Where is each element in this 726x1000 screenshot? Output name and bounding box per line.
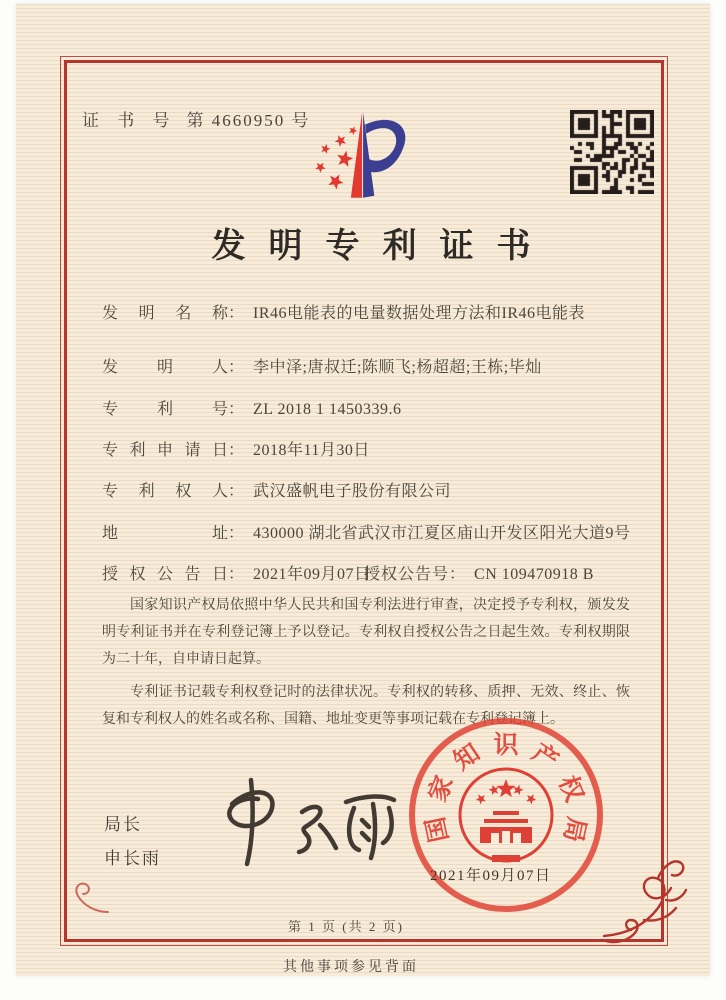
- field-label: 地址: [102, 525, 228, 542]
- qr-code: [570, 110, 654, 194]
- field-colon: ：: [228, 483, 245, 500]
- field-value: 武汉盛帆电子股份有限公司: [253, 483, 452, 500]
- certificate-number-value: 第 4660950 号: [186, 111, 311, 130]
- certificate-title: 发明专利证书: [211, 228, 554, 265]
- field-colon: ：: [228, 525, 245, 542]
- corner-ornament-bottom-left: [68, 872, 112, 916]
- cnipa-logo: [302, 106, 414, 203]
- field-label: 授权公告号: [364, 566, 450, 583]
- field-colon: ：: [228, 305, 245, 322]
- field-label: 专利权人: [102, 483, 228, 500]
- field-value: 2021年09月07日: [253, 566, 371, 583]
- field-colon: ：: [228, 359, 245, 376]
- cnipa-logo-svg: [302, 106, 414, 203]
- field-value: 李中泽;唐叔迁;陈顺飞;杨超超;王栋;毕灿: [253, 359, 542, 376]
- field-label: 专利号: [102, 401, 228, 418]
- field-colon: ：: [228, 442, 245, 459]
- signer-name: 申长雨: [104, 849, 161, 868]
- field-grant-number: [364, 561, 594, 584]
- field-row-patentee: [102, 478, 647, 501]
- field-label: 发明名称: [102, 305, 228, 322]
- field-colon: ：: [228, 401, 245, 418]
- field-value: 430000 湖北省武汉市江夏区庙山开发区阳光大道9号: [253, 525, 631, 542]
- field-colon: ：: [228, 566, 245, 583]
- certificate-number-label: 证 书 号: [82, 111, 177, 130]
- certificate-paper: [16, 4, 710, 976]
- notice-paragraph-2: 专利证书记载专利权登记时的法律状况。专利权的转移、质押、无效、终止、恢复和专利权人的姓名或名称、国籍、地址变更等事项记载在专利登记簿上。: [102, 685, 630, 727]
- field-value: CN 109470918 B: [474, 566, 594, 583]
- field-label: 授权公告日: [102, 566, 228, 583]
- seal-date: 2021年09月07日: [430, 868, 552, 884]
- field-row-filing-date: [102, 437, 647, 460]
- field-row-patent-number: [102, 396, 647, 419]
- notice-paragraph-1: 国家知识产权局依照中华人民共和国专利法进行审查，决定授予专利权，颁发发明专利证书并在专利登记簿上予以登记。专利权自授权公告之日起生效。专利权期限为二十年，自申请日起算。: [102, 598, 630, 667]
- national-emblem: [451, 760, 561, 870]
- field-row-inventors: [102, 354, 647, 377]
- certificate-number: [82, 106, 311, 131]
- field-row-grant-date: [102, 561, 647, 584]
- president-signature: [196, 768, 411, 878]
- field-value: ZL 2018 1 1450339.6: [253, 401, 402, 418]
- signer-position: 局长: [104, 815, 142, 834]
- seal-arc-text: 国 家 知 识 产 权 局: [422, 732, 590, 845]
- field-value: 2018年11月30日: [253, 442, 370, 459]
- field-row-invention-name: [102, 300, 647, 323]
- page-indicator: 第 1 页 (共 2 页): [288, 919, 404, 934]
- field-row-address: [102, 520, 647, 543]
- field-label: 发明人: [102, 359, 228, 376]
- back-side-note: 其他事项参见背面: [283, 960, 419, 975]
- corner-ornament-bottom-right: [600, 850, 690, 944]
- field-label: 专利申请日: [102, 442, 228, 459]
- field-colon: ：: [449, 566, 466, 583]
- emblem-stars: [476, 779, 537, 804]
- legal-notice: [102, 592, 630, 739]
- field-value: IR46电能表的电量数据处理方法和IR46电能表: [253, 305, 586, 322]
